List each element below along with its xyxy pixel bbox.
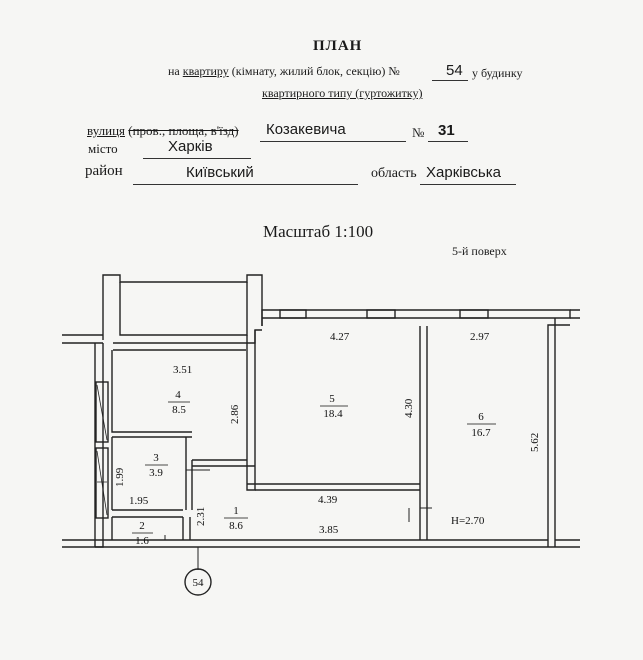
house-number-sign: № bbox=[412, 125, 425, 140]
line1-rest: (кімнату, жилий блок, секцію) bbox=[231, 64, 386, 78]
wall-room4-top bbox=[113, 330, 262, 350]
axis-marker-label: 54 bbox=[192, 577, 204, 589]
dim-4-27: 4.27 bbox=[330, 331, 350, 343]
document-title: ПЛАН bbox=[313, 38, 363, 54]
window-2 bbox=[367, 310, 395, 318]
line1-suffix: у будинку bbox=[472, 66, 523, 80]
dim-3-51: 3.51 bbox=[173, 364, 193, 376]
room-6-area: 16.7 bbox=[471, 427, 491, 439]
line1-prefix: на bbox=[168, 64, 180, 78]
district-label: район bbox=[85, 163, 123, 179]
district-value: Київський bbox=[186, 164, 254, 181]
room-5-number: 5 bbox=[329, 393, 335, 405]
room-2-area: 1.6 bbox=[135, 535, 149, 547]
wall-room3-right bbox=[186, 437, 192, 510]
dim-2-86: 2.86 bbox=[229, 404, 241, 424]
wall-joint-2 bbox=[410, 484, 420, 490]
wall-room3-bottom bbox=[112, 510, 183, 517]
region-label: область bbox=[371, 166, 417, 181]
room-2-number: 2 bbox=[139, 520, 145, 532]
wall-room5-bottom bbox=[247, 484, 410, 490]
wall-left-stub bbox=[62, 335, 103, 343]
city-value: Харків bbox=[168, 138, 213, 155]
dim-2-97: 2.97 bbox=[470, 331, 490, 343]
ceiling-height: H=2.70 bbox=[451, 515, 485, 527]
dim-1-99: 1.99 bbox=[114, 467, 126, 487]
wall-top-outer bbox=[262, 310, 570, 326]
scale-label: Масштаб 1:100 bbox=[263, 222, 374, 241]
wall-right bbox=[548, 318, 570, 547]
house-number: 31 bbox=[438, 122, 455, 139]
room-3-area: 3.9 bbox=[149, 467, 163, 479]
wall-room1-top bbox=[192, 460, 255, 466]
window-1 bbox=[280, 310, 306, 318]
dim-4-30: 4.30 bbox=[403, 398, 415, 418]
line1-number-sign: № bbox=[388, 64, 400, 78]
street-value: Козакевича bbox=[266, 121, 346, 138]
dim-3-85: 3.85 bbox=[319, 524, 339, 536]
room-4-area: 8.5 bbox=[172, 404, 186, 416]
loggia-outline bbox=[103, 275, 262, 340]
room-4-number: 4 bbox=[175, 389, 181, 401]
room-1-area: 8.6 bbox=[229, 520, 243, 532]
room-3-number: 3 bbox=[153, 452, 159, 464]
wall-top-right-stub bbox=[570, 310, 580, 318]
street-label-struck: (пров., площа, в'їзд) bbox=[128, 123, 239, 138]
region-value: Харківська bbox=[426, 164, 501, 181]
city-label: місто bbox=[88, 141, 118, 156]
room-5-area: 18.4 bbox=[323, 408, 343, 420]
floor-label: 5-й поверх bbox=[452, 244, 507, 258]
wall-bottom-left-stub bbox=[62, 540, 95, 547]
loggia-inner bbox=[120, 282, 247, 335]
wall-bottom bbox=[95, 540, 555, 547]
room-6-number: 6 bbox=[478, 411, 484, 423]
dim-2-31: 2.31 bbox=[195, 506, 207, 526]
dim-4-39: 4.39 bbox=[318, 494, 338, 506]
line1-underlined: квартиру bbox=[182, 64, 229, 78]
wall-room2-right bbox=[183, 517, 190, 540]
dim-1-95: 1.95 bbox=[129, 495, 149, 507]
dim-5-62: 5.62 bbox=[529, 432, 541, 452]
street-label: вулиця bbox=[87, 123, 126, 138]
window-3 bbox=[460, 310, 488, 318]
room-1-number: 1 bbox=[233, 505, 239, 517]
apartment-number: 54 bbox=[446, 62, 463, 79]
wall-bottom-right-stub bbox=[555, 540, 580, 547]
vent-hatching bbox=[97, 385, 107, 515]
header-line-2: квартирного типу (гуртожитку) bbox=[262, 86, 423, 100]
